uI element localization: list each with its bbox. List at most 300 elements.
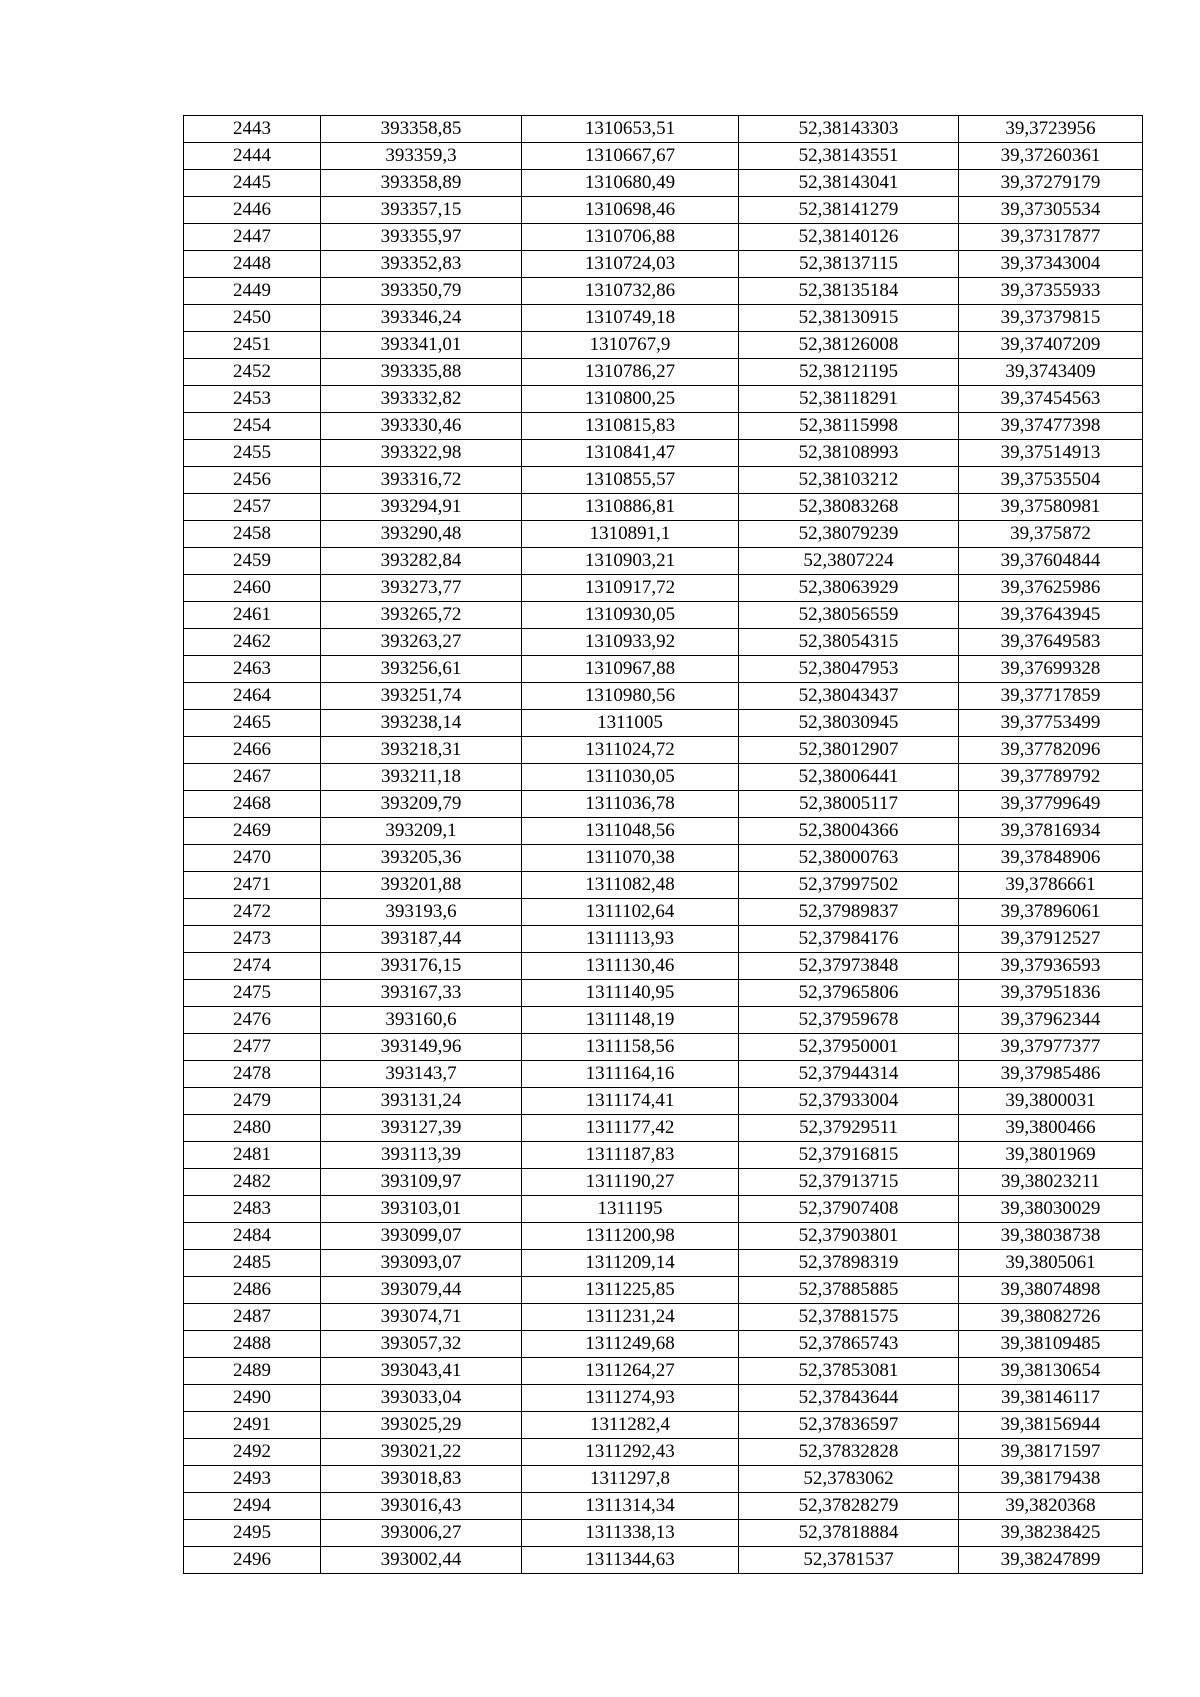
latitude-cell: 52,38108993 bbox=[739, 440, 959, 467]
y-coordinate-cell: 1311190,27 bbox=[522, 1169, 739, 1196]
point-number-cell: 2443 bbox=[184, 116, 321, 143]
longitude-cell: 39,38171597 bbox=[959, 1439, 1143, 1466]
table-row bbox=[184, 602, 1143, 629]
point-number-cell: 2468 bbox=[184, 791, 321, 818]
longitude-cell: 39,37407209 bbox=[959, 332, 1143, 359]
x-coordinate-cell: 393131,24 bbox=[321, 1088, 522, 1115]
table-row bbox=[184, 170, 1143, 197]
y-coordinate-cell: 1311231,24 bbox=[522, 1304, 739, 1331]
table-row bbox=[184, 332, 1143, 359]
x-coordinate-cell: 393079,44 bbox=[321, 1277, 522, 1304]
table-row bbox=[184, 575, 1143, 602]
table-row bbox=[184, 116, 1143, 143]
table-row bbox=[184, 1466, 1143, 1493]
longitude-cell: 39,3805061 bbox=[959, 1250, 1143, 1277]
longitude-cell: 39,38074898 bbox=[959, 1277, 1143, 1304]
table-row bbox=[184, 953, 1143, 980]
point-number-cell: 2484 bbox=[184, 1223, 321, 1250]
latitude-cell: 52,38047953 bbox=[739, 656, 959, 683]
latitude-cell: 52,38140126 bbox=[739, 224, 959, 251]
table-row bbox=[184, 143, 1143, 170]
y-coordinate-cell: 1310706,88 bbox=[522, 224, 739, 251]
x-coordinate-cell: 393352,83 bbox=[321, 251, 522, 278]
y-coordinate-cell: 1311140,95 bbox=[522, 980, 739, 1007]
latitude-cell: 52,37933004 bbox=[739, 1088, 959, 1115]
y-coordinate-cell: 1310855,57 bbox=[522, 467, 739, 494]
latitude-cell: 52,37929511 bbox=[739, 1115, 959, 1142]
longitude-cell: 39,37799649 bbox=[959, 791, 1143, 818]
table-row bbox=[184, 359, 1143, 386]
longitude-cell: 39,37782096 bbox=[959, 737, 1143, 764]
longitude-cell: 39,3800031 bbox=[959, 1088, 1143, 1115]
y-coordinate-cell: 1311024,72 bbox=[522, 737, 739, 764]
longitude-cell: 39,38238425 bbox=[959, 1520, 1143, 1547]
y-coordinate-cell: 1310967,88 bbox=[522, 656, 739, 683]
table-row bbox=[184, 1385, 1143, 1412]
point-number-cell: 2492 bbox=[184, 1439, 321, 1466]
table-row bbox=[184, 629, 1143, 656]
latitude-cell: 52,3781537 bbox=[739, 1547, 959, 1574]
latitude-cell: 52,37913715 bbox=[739, 1169, 959, 1196]
y-coordinate-cell: 1311177,42 bbox=[522, 1115, 739, 1142]
table-row bbox=[184, 1304, 1143, 1331]
longitude-cell: 39,37355933 bbox=[959, 278, 1143, 305]
point-number-cell: 2454 bbox=[184, 413, 321, 440]
table-row bbox=[184, 1277, 1143, 1304]
table-row bbox=[184, 386, 1143, 413]
x-coordinate-cell: 393357,15 bbox=[321, 197, 522, 224]
longitude-cell: 39,38179438 bbox=[959, 1466, 1143, 1493]
longitude-cell: 39,37789792 bbox=[959, 764, 1143, 791]
point-number-cell: 2444 bbox=[184, 143, 321, 170]
y-coordinate-cell: 1310724,03 bbox=[522, 251, 739, 278]
x-coordinate-cell: 393335,88 bbox=[321, 359, 522, 386]
latitude-cell: 52,37989837 bbox=[739, 899, 959, 926]
point-number-cell: 2493 bbox=[184, 1466, 321, 1493]
y-coordinate-cell: 1311082,48 bbox=[522, 872, 739, 899]
point-number-cell: 2481 bbox=[184, 1142, 321, 1169]
table-row bbox=[184, 440, 1143, 467]
x-coordinate-cell: 393273,77 bbox=[321, 575, 522, 602]
y-coordinate-cell: 1311030,05 bbox=[522, 764, 739, 791]
table-row bbox=[184, 1007, 1143, 1034]
longitude-cell: 39,3723956 bbox=[959, 116, 1143, 143]
table-row bbox=[184, 1061, 1143, 1088]
longitude-cell: 39,3743409 bbox=[959, 359, 1143, 386]
y-coordinate-cell: 1311158,56 bbox=[522, 1034, 739, 1061]
y-coordinate-cell: 1310886,81 bbox=[522, 494, 739, 521]
point-number-cell: 2458 bbox=[184, 521, 321, 548]
latitude-cell: 52,38130915 bbox=[739, 305, 959, 332]
table-row bbox=[184, 413, 1143, 440]
y-coordinate-cell: 1310930,05 bbox=[522, 602, 739, 629]
x-coordinate-cell: 393282,84 bbox=[321, 548, 522, 575]
longitude-cell: 39,37477398 bbox=[959, 413, 1143, 440]
x-coordinate-cell: 393294,91 bbox=[321, 494, 522, 521]
longitude-cell: 39,37951836 bbox=[959, 980, 1143, 1007]
longitude-cell: 39,37848906 bbox=[959, 845, 1143, 872]
point-number-cell: 2460 bbox=[184, 575, 321, 602]
table-row bbox=[184, 224, 1143, 251]
y-coordinate-cell: 1310680,49 bbox=[522, 170, 739, 197]
table-row bbox=[184, 1196, 1143, 1223]
longitude-cell: 39,38247899 bbox=[959, 1547, 1143, 1574]
x-coordinate-cell: 393160,6 bbox=[321, 1007, 522, 1034]
y-coordinate-cell: 1311200,98 bbox=[522, 1223, 739, 1250]
longitude-cell: 39,38082726 bbox=[959, 1304, 1143, 1331]
x-coordinate-cell: 393341,01 bbox=[321, 332, 522, 359]
latitude-cell: 52,38143303 bbox=[739, 116, 959, 143]
y-coordinate-cell: 1311070,38 bbox=[522, 845, 739, 872]
x-coordinate-cell: 393238,14 bbox=[321, 710, 522, 737]
latitude-cell: 52,38135184 bbox=[739, 278, 959, 305]
table-row bbox=[184, 251, 1143, 278]
longitude-cell: 39,37279179 bbox=[959, 170, 1143, 197]
y-coordinate-cell: 1311344,63 bbox=[522, 1547, 739, 1574]
table-row bbox=[184, 197, 1143, 224]
longitude-cell: 39,38146117 bbox=[959, 1385, 1143, 1412]
latitude-cell: 52,38103212 bbox=[739, 467, 959, 494]
point-number-cell: 2448 bbox=[184, 251, 321, 278]
point-number-cell: 2476 bbox=[184, 1007, 321, 1034]
x-coordinate-cell: 393033,04 bbox=[321, 1385, 522, 1412]
table-row bbox=[184, 548, 1143, 575]
latitude-cell: 52,37828279 bbox=[739, 1493, 959, 1520]
latitude-cell: 52,38083268 bbox=[739, 494, 959, 521]
y-coordinate-cell: 1311048,56 bbox=[522, 818, 739, 845]
latitude-cell: 52,37984176 bbox=[739, 926, 959, 953]
y-coordinate-cell: 1311005 bbox=[522, 710, 739, 737]
x-coordinate-cell: 393074,71 bbox=[321, 1304, 522, 1331]
x-coordinate-cell: 393350,79 bbox=[321, 278, 522, 305]
latitude-cell: 52,38121195 bbox=[739, 359, 959, 386]
longitude-cell: 39,37977377 bbox=[959, 1034, 1143, 1061]
point-number-cell: 2452 bbox=[184, 359, 321, 386]
longitude-cell: 39,37912527 bbox=[959, 926, 1143, 953]
longitude-cell: 39,375872 bbox=[959, 521, 1143, 548]
x-coordinate-cell: 393057,32 bbox=[321, 1331, 522, 1358]
point-number-cell: 2463 bbox=[184, 656, 321, 683]
y-coordinate-cell: 1311195 bbox=[522, 1196, 739, 1223]
point-number-cell: 2456 bbox=[184, 467, 321, 494]
longitude-cell: 39,37896061 bbox=[959, 899, 1143, 926]
point-number-cell: 2483 bbox=[184, 1196, 321, 1223]
x-coordinate-cell: 393209,1 bbox=[321, 818, 522, 845]
table-row bbox=[184, 305, 1143, 332]
point-number-cell: 2457 bbox=[184, 494, 321, 521]
y-coordinate-cell: 1311130,46 bbox=[522, 953, 739, 980]
point-number-cell: 2451 bbox=[184, 332, 321, 359]
y-coordinate-cell: 1310698,46 bbox=[522, 197, 739, 224]
y-coordinate-cell: 1311249,68 bbox=[522, 1331, 739, 1358]
y-coordinate-cell: 1310732,86 bbox=[522, 278, 739, 305]
y-coordinate-cell: 1311102,64 bbox=[522, 899, 739, 926]
y-coordinate-cell: 1311314,34 bbox=[522, 1493, 739, 1520]
x-coordinate-cell: 393021,22 bbox=[321, 1439, 522, 1466]
latitude-cell: 52,38141279 bbox=[739, 197, 959, 224]
latitude-cell: 52,38006441 bbox=[739, 764, 959, 791]
point-number-cell: 2490 bbox=[184, 1385, 321, 1412]
coordinates-table bbox=[183, 115, 1143, 1574]
x-coordinate-cell: 393018,83 bbox=[321, 1466, 522, 1493]
latitude-cell: 52,37916815 bbox=[739, 1142, 959, 1169]
longitude-cell: 39,37625986 bbox=[959, 575, 1143, 602]
latitude-cell: 52,3807224 bbox=[739, 548, 959, 575]
x-coordinate-cell: 393330,46 bbox=[321, 413, 522, 440]
table-row bbox=[184, 926, 1143, 953]
x-coordinate-cell: 393103,01 bbox=[321, 1196, 522, 1223]
longitude-cell: 39,38023211 bbox=[959, 1169, 1143, 1196]
point-number-cell: 2470 bbox=[184, 845, 321, 872]
x-coordinate-cell: 393143,7 bbox=[321, 1061, 522, 1088]
y-coordinate-cell: 1311338,13 bbox=[522, 1520, 739, 1547]
x-coordinate-cell: 393265,72 bbox=[321, 602, 522, 629]
table-row bbox=[184, 521, 1143, 548]
longitude-cell: 39,37816934 bbox=[959, 818, 1143, 845]
latitude-cell: 52,38143041 bbox=[739, 170, 959, 197]
x-coordinate-cell: 393201,88 bbox=[321, 872, 522, 899]
longitude-cell: 39,37962344 bbox=[959, 1007, 1143, 1034]
table-row bbox=[184, 764, 1143, 791]
table-row bbox=[184, 1331, 1143, 1358]
table-row bbox=[184, 1088, 1143, 1115]
latitude-cell: 52,37903801 bbox=[739, 1223, 959, 1250]
latitude-cell: 52,38056559 bbox=[739, 602, 959, 629]
point-number-cell: 2446 bbox=[184, 197, 321, 224]
x-coordinate-cell: 393006,27 bbox=[321, 1520, 522, 1547]
longitude-cell: 39,37514913 bbox=[959, 440, 1143, 467]
table-row bbox=[184, 1115, 1143, 1142]
point-number-cell: 2473 bbox=[184, 926, 321, 953]
y-coordinate-cell: 1311297,8 bbox=[522, 1466, 739, 1493]
x-coordinate-cell: 393127,39 bbox=[321, 1115, 522, 1142]
point-number-cell: 2461 bbox=[184, 602, 321, 629]
table-row bbox=[184, 1169, 1143, 1196]
table-row bbox=[184, 1547, 1143, 1574]
x-coordinate-cell: 393251,74 bbox=[321, 683, 522, 710]
latitude-cell: 52,37881575 bbox=[739, 1304, 959, 1331]
point-number-cell: 2475 bbox=[184, 980, 321, 1007]
point-number-cell: 2459 bbox=[184, 548, 321, 575]
table-row bbox=[184, 899, 1143, 926]
x-coordinate-cell: 393332,82 bbox=[321, 386, 522, 413]
longitude-cell: 39,37454563 bbox=[959, 386, 1143, 413]
point-number-cell: 2445 bbox=[184, 170, 321, 197]
table-row bbox=[184, 1142, 1143, 1169]
latitude-cell: 52,37836597 bbox=[739, 1412, 959, 1439]
y-coordinate-cell: 1311174,41 bbox=[522, 1088, 739, 1115]
x-coordinate-cell: 393316,72 bbox=[321, 467, 522, 494]
y-coordinate-cell: 1311282,4 bbox=[522, 1412, 739, 1439]
y-coordinate-cell: 1310917,72 bbox=[522, 575, 739, 602]
table-row bbox=[184, 1250, 1143, 1277]
latitude-cell: 52,38143551 bbox=[739, 143, 959, 170]
longitude-cell: 39,37535504 bbox=[959, 467, 1143, 494]
latitude-cell: 52,37959678 bbox=[739, 1007, 959, 1034]
x-coordinate-cell: 393109,97 bbox=[321, 1169, 522, 1196]
point-number-cell: 2489 bbox=[184, 1358, 321, 1385]
x-coordinate-cell: 393016,43 bbox=[321, 1493, 522, 1520]
x-coordinate-cell: 393359,3 bbox=[321, 143, 522, 170]
point-number-cell: 2472 bbox=[184, 899, 321, 926]
point-number-cell: 2479 bbox=[184, 1088, 321, 1115]
y-coordinate-cell: 1311274,93 bbox=[522, 1385, 739, 1412]
x-coordinate-cell: 393263,27 bbox=[321, 629, 522, 656]
point-number-cell: 2466 bbox=[184, 737, 321, 764]
longitude-cell: 39,3820368 bbox=[959, 1493, 1143, 1520]
latitude-cell: 52,38115998 bbox=[739, 413, 959, 440]
y-coordinate-cell: 1311264,27 bbox=[522, 1358, 739, 1385]
table-row bbox=[184, 1358, 1143, 1385]
latitude-cell: 52,37997502 bbox=[739, 872, 959, 899]
longitude-cell: 39,37317877 bbox=[959, 224, 1143, 251]
longitude-cell: 39,3800466 bbox=[959, 1115, 1143, 1142]
x-coordinate-cell: 393290,48 bbox=[321, 521, 522, 548]
longitude-cell: 39,37305534 bbox=[959, 197, 1143, 224]
latitude-cell: 52,38004366 bbox=[739, 818, 959, 845]
table-row bbox=[184, 737, 1143, 764]
y-coordinate-cell: 1310891,1 bbox=[522, 521, 739, 548]
point-number-cell: 2480 bbox=[184, 1115, 321, 1142]
latitude-cell: 52,38054315 bbox=[739, 629, 959, 656]
table-row bbox=[184, 791, 1143, 818]
latitude-cell: 52,38012907 bbox=[739, 737, 959, 764]
y-coordinate-cell: 1310903,21 bbox=[522, 548, 739, 575]
latitude-cell: 52,37950001 bbox=[739, 1034, 959, 1061]
latitude-cell: 52,38043437 bbox=[739, 683, 959, 710]
longitude-cell: 39,37717859 bbox=[959, 683, 1143, 710]
x-coordinate-cell: 393346,24 bbox=[321, 305, 522, 332]
latitude-cell: 52,37885885 bbox=[739, 1277, 959, 1304]
point-number-cell: 2449 bbox=[184, 278, 321, 305]
y-coordinate-cell: 1310767,9 bbox=[522, 332, 739, 359]
point-number-cell: 2488 bbox=[184, 1331, 321, 1358]
x-coordinate-cell: 393149,96 bbox=[321, 1034, 522, 1061]
table-row bbox=[184, 683, 1143, 710]
latitude-cell: 52,38030945 bbox=[739, 710, 959, 737]
point-number-cell: 2486 bbox=[184, 1277, 321, 1304]
x-coordinate-cell: 393193,6 bbox=[321, 899, 522, 926]
x-coordinate-cell: 393211,18 bbox=[321, 764, 522, 791]
latitude-cell: 52,38118291 bbox=[739, 386, 959, 413]
longitude-cell: 39,38156944 bbox=[959, 1412, 1143, 1439]
latitude-cell: 52,37898319 bbox=[739, 1250, 959, 1277]
table-row bbox=[184, 656, 1143, 683]
longitude-cell: 39,3801969 bbox=[959, 1142, 1143, 1169]
longitude-cell: 39,37379815 bbox=[959, 305, 1143, 332]
table-row bbox=[184, 278, 1143, 305]
table-row bbox=[184, 1223, 1143, 1250]
y-coordinate-cell: 1310980,56 bbox=[522, 683, 739, 710]
point-number-cell: 2447 bbox=[184, 224, 321, 251]
y-coordinate-cell: 1311225,85 bbox=[522, 1277, 739, 1304]
table-row bbox=[184, 872, 1143, 899]
y-coordinate-cell: 1311113,93 bbox=[522, 926, 739, 953]
latitude-cell: 52,38079239 bbox=[739, 521, 959, 548]
latitude-cell: 52,37818884 bbox=[739, 1520, 959, 1547]
y-coordinate-cell: 1311292,43 bbox=[522, 1439, 739, 1466]
point-number-cell: 2494 bbox=[184, 1493, 321, 1520]
table-row bbox=[184, 494, 1143, 521]
latitude-cell: 52,38137115 bbox=[739, 251, 959, 278]
y-coordinate-cell: 1310800,25 bbox=[522, 386, 739, 413]
latitude-cell: 52,38000763 bbox=[739, 845, 959, 872]
point-number-cell: 2495 bbox=[184, 1520, 321, 1547]
x-coordinate-cell: 393113,39 bbox=[321, 1142, 522, 1169]
point-number-cell: 2496 bbox=[184, 1547, 321, 1574]
y-coordinate-cell: 1310815,83 bbox=[522, 413, 739, 440]
point-number-cell: 2478 bbox=[184, 1061, 321, 1088]
y-coordinate-cell: 1310786,27 bbox=[522, 359, 739, 386]
latitude-cell: 52,37944314 bbox=[739, 1061, 959, 1088]
latitude-cell: 52,38126008 bbox=[739, 332, 959, 359]
x-coordinate-cell: 393043,41 bbox=[321, 1358, 522, 1385]
y-coordinate-cell: 1310749,18 bbox=[522, 305, 739, 332]
table-row bbox=[184, 1520, 1143, 1547]
longitude-cell: 39,38038738 bbox=[959, 1223, 1143, 1250]
y-coordinate-cell: 1310667,67 bbox=[522, 143, 739, 170]
y-coordinate-cell: 1311148,19 bbox=[522, 1007, 739, 1034]
longitude-cell: 39,37580981 bbox=[959, 494, 1143, 521]
table-row bbox=[184, 1034, 1143, 1061]
point-number-cell: 2474 bbox=[184, 953, 321, 980]
x-coordinate-cell: 393025,29 bbox=[321, 1412, 522, 1439]
point-number-cell: 2482 bbox=[184, 1169, 321, 1196]
x-coordinate-cell: 393209,79 bbox=[321, 791, 522, 818]
y-coordinate-cell: 1311036,78 bbox=[522, 791, 739, 818]
longitude-cell: 39,37343004 bbox=[959, 251, 1143, 278]
x-coordinate-cell: 393358,89 bbox=[321, 170, 522, 197]
point-number-cell: 2469 bbox=[184, 818, 321, 845]
latitude-cell: 52,38005117 bbox=[739, 791, 959, 818]
table-row bbox=[184, 710, 1143, 737]
point-number-cell: 2464 bbox=[184, 683, 321, 710]
table-row bbox=[184, 1439, 1143, 1466]
point-number-cell: 2465 bbox=[184, 710, 321, 737]
x-coordinate-cell: 393355,97 bbox=[321, 224, 522, 251]
table-row bbox=[184, 1412, 1143, 1439]
longitude-cell: 39,38109485 bbox=[959, 1331, 1143, 1358]
table-row bbox=[184, 980, 1143, 1007]
longitude-cell: 39,37985486 bbox=[959, 1061, 1143, 1088]
latitude-cell: 52,38063929 bbox=[739, 575, 959, 602]
x-coordinate-cell: 393205,36 bbox=[321, 845, 522, 872]
longitude-cell: 39,37753499 bbox=[959, 710, 1143, 737]
point-number-cell: 2491 bbox=[184, 1412, 321, 1439]
latitude-cell: 52,37865743 bbox=[739, 1331, 959, 1358]
point-number-cell: 2450 bbox=[184, 305, 321, 332]
longitude-cell: 39,37260361 bbox=[959, 143, 1143, 170]
point-number-cell: 2471 bbox=[184, 872, 321, 899]
longitude-cell: 39,37604844 bbox=[959, 548, 1143, 575]
table-row bbox=[184, 1493, 1143, 1520]
x-coordinate-cell: 393187,44 bbox=[321, 926, 522, 953]
x-coordinate-cell: 393002,44 bbox=[321, 1547, 522, 1574]
y-coordinate-cell: 1310841,47 bbox=[522, 440, 739, 467]
x-coordinate-cell: 393218,31 bbox=[321, 737, 522, 764]
point-number-cell: 2453 bbox=[184, 386, 321, 413]
latitude-cell: 52,37907408 bbox=[739, 1196, 959, 1223]
point-number-cell: 2467 bbox=[184, 764, 321, 791]
y-coordinate-cell: 1311209,14 bbox=[522, 1250, 739, 1277]
latitude-cell: 52,37853081 bbox=[739, 1358, 959, 1385]
latitude-cell: 52,37973848 bbox=[739, 953, 959, 980]
x-coordinate-cell: 393176,15 bbox=[321, 953, 522, 980]
x-coordinate-cell: 393358,85 bbox=[321, 116, 522, 143]
longitude-cell: 39,37699328 bbox=[959, 656, 1143, 683]
point-number-cell: 2455 bbox=[184, 440, 321, 467]
table-row bbox=[184, 467, 1143, 494]
